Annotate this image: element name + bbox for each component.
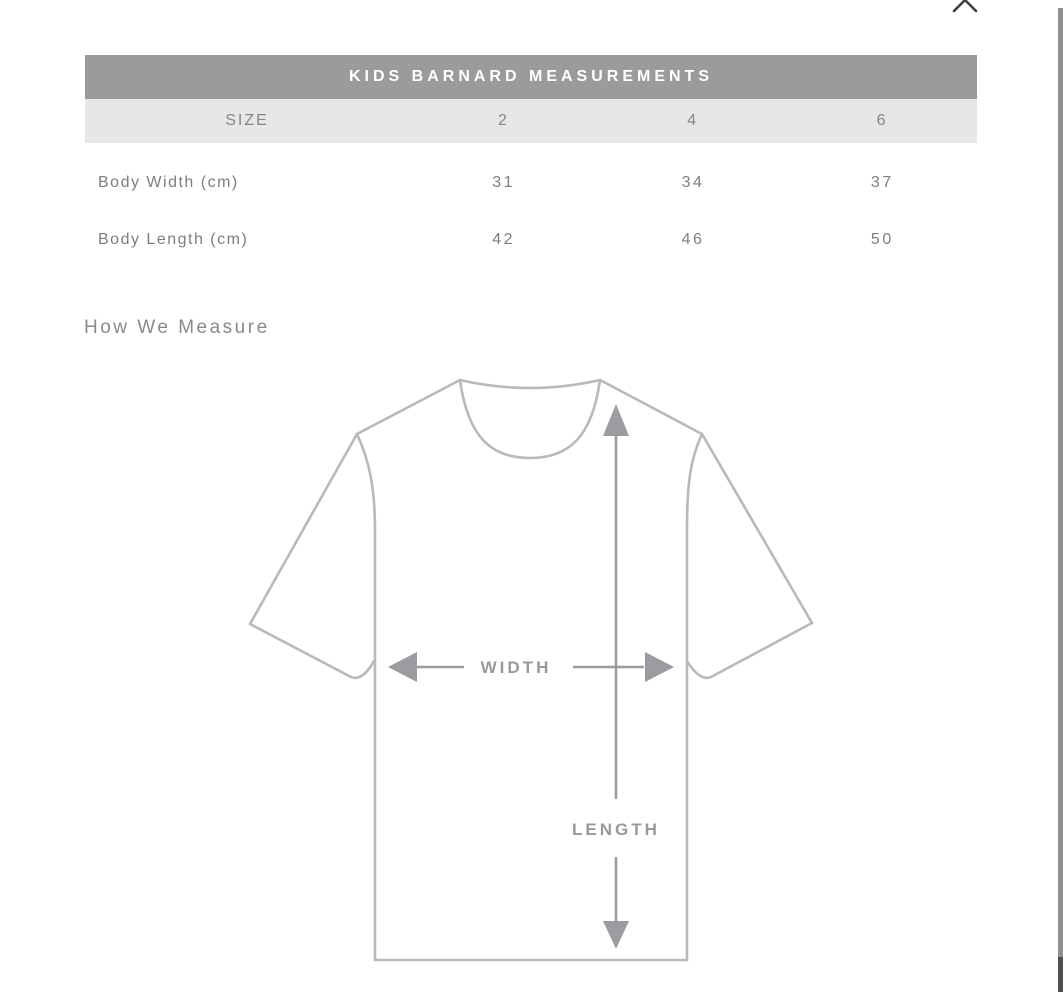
size-option: 6 — [876, 112, 889, 129]
tshirt-outline-icon — [250, 380, 812, 960]
close-icon — [950, 0, 980, 15]
scrollbar-track[interactable] — [1058, 8, 1063, 992]
scrollbar-thumb[interactable] — [1058, 957, 1063, 992]
size-option: 2 — [497, 112, 510, 129]
length-label: LENGTH — [572, 820, 660, 839]
cell-value: 31 — [492, 173, 516, 191]
row-label: Body Length (cm) — [98, 230, 249, 248]
size-option: 4 — [687, 112, 699, 129]
table-row — [85, 154, 977, 211]
size-header-row — [85, 99, 977, 143]
table-title: KIDS BARNARD MEASUREMENTS — [85, 55, 977, 99]
how-we-measure-heading: How We Measure — [84, 317, 270, 338]
width-arrow-icon — [388, 652, 674, 682]
cell-value: 42 — [492, 230, 516, 248]
cell-value: 37 — [870, 173, 894, 191]
cell-value: 46 — [681, 230, 705, 248]
size-header-label: SIZE — [225, 112, 269, 129]
table-row — [85, 211, 977, 268]
close-button[interactable] — [950, 0, 980, 15]
row-label: Body Width (cm) — [98, 173, 239, 191]
width-label: WIDTH — [480, 658, 552, 677]
cell-value: 50 — [870, 230, 894, 248]
cell-value: 34 — [681, 173, 705, 191]
length-arrow-icon — [603, 404, 629, 949]
measurements-table — [85, 55, 977, 268]
